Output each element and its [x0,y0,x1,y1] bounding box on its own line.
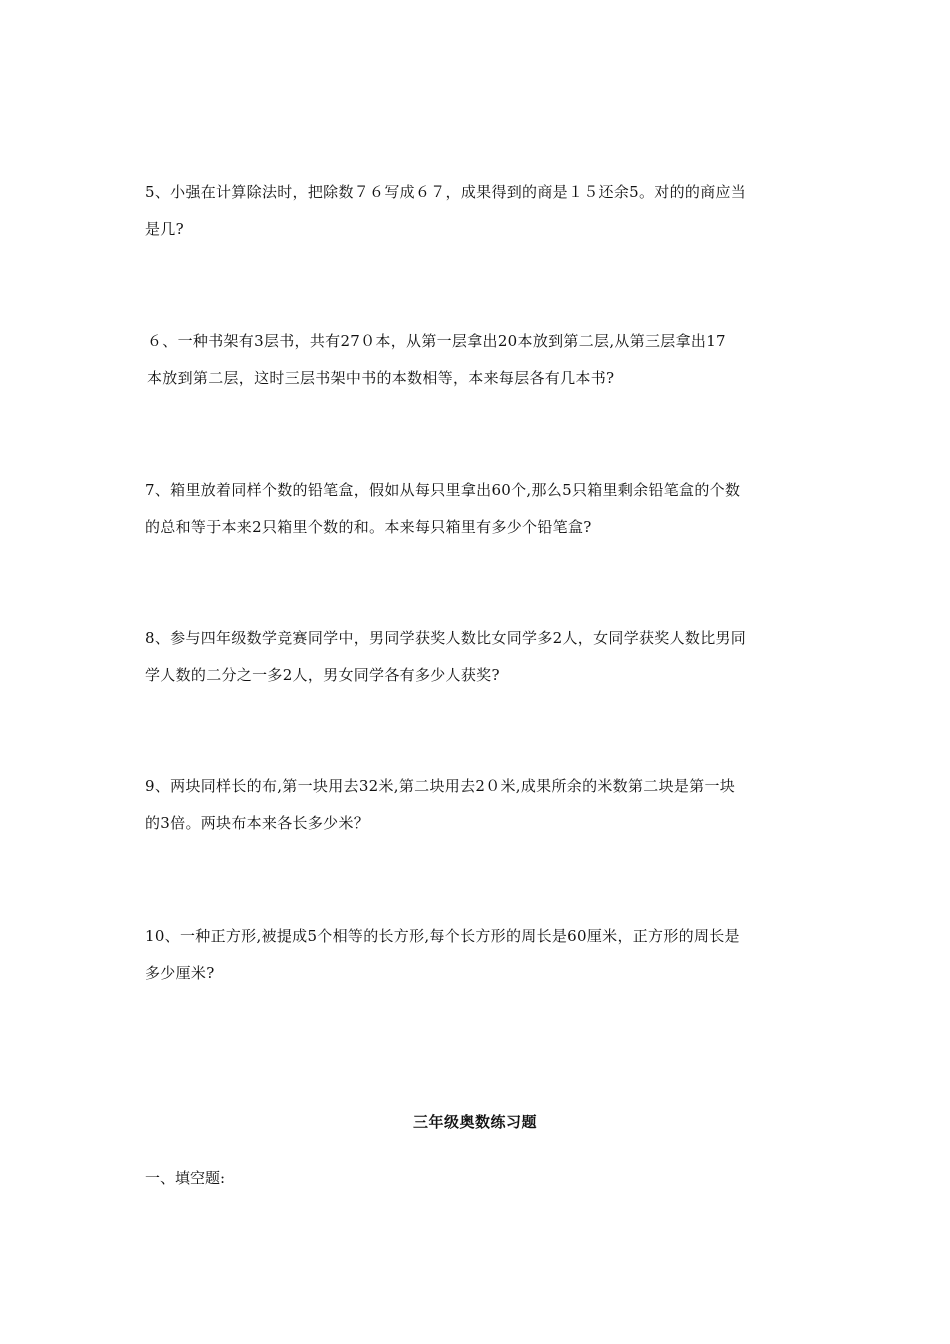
problem-5-line-2: 是几? [145,220,184,238]
problem-5 [145,174,810,248]
problem-7-line-2: 的总和等于本来2只箱里个数的和。本来每只箱里有多少个铅笔盒? [145,518,592,536]
problem-10-line-1: 10、一种正方形,被提成5个相等的长方形,每个长方形的周长是60厘米，正方形的周长是 [145,927,740,945]
problem-5-line-1: 5、小强在计算除法时，把除数７６写成６７，成果得到的商是１５还余5。对的的商应当 [145,183,747,201]
problem-6-line-2: 本放到第二层，这时三层书架中书的本数相等，本来每层各有几本书? [147,369,615,387]
problem-7-line-1: 7、箱里放着同样个数的铅笔盒，假如从每只里拿出60个,那么5只箱里剩余铅笔盒的个数 [145,481,741,499]
problem-8 [145,620,810,694]
problem-9-line-1: 9、两块同样长的布,第一块用去32米,第二块用去2０米,成果所余的米数第二块是第一块 [145,777,736,795]
section-title: 三年级奥数练习题 [412,1113,537,1131]
problem-9-line-2: 的3倍。两块布本来各长多少米？ [145,814,370,832]
problem-7 [145,472,810,546]
problem-10-line-2: 多少厘米? [145,964,215,982]
problem-10 [145,918,810,992]
problem-8-line-1: 8、参与四年级数学竞赛同学中，男同学获奖人数比女同学多2人，女同学获奖人数比男同 [145,629,747,647]
section-heading: 一、填空题: [145,1169,226,1187]
problem-6-line-1: ６、一种书架有3层书，共有27０本，从第一层拿出20本放到第二层,从第三层拿出17 [147,332,726,350]
problem-9 [145,768,810,842]
problem-8-line-2: 学人数的二分之一多2人，男女同学各有多少人获奖? [145,666,500,684]
problem-6 [147,323,812,397]
